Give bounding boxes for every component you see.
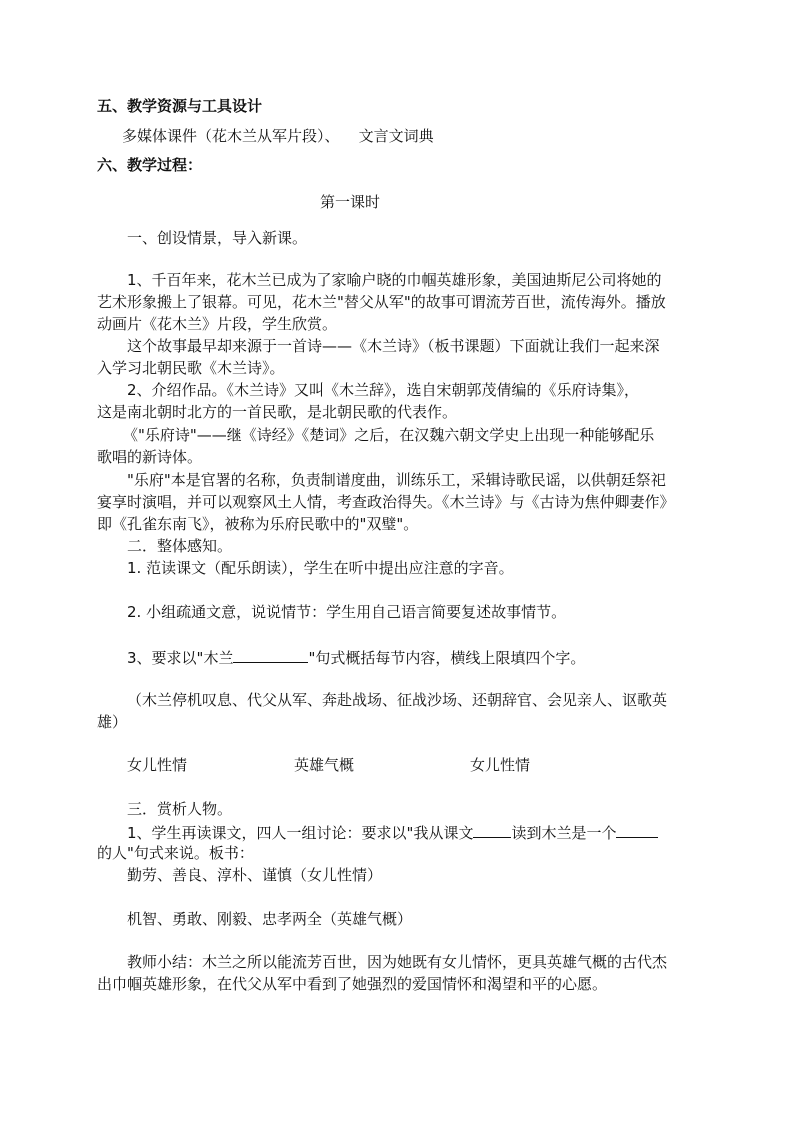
- paragraph-line: 动画片《花木兰》片段，学生欣赏。: [97, 315, 338, 333]
- section-5-content: 多媒体课件（花木兰从军片段）、 文言文词典: [122, 127, 434, 145]
- section-5-heading: 五、教学资源与工具设计: [97, 97, 263, 115]
- part-3-item-1: [127, 821, 658, 843]
- conclusion-line: 教师小结：木兰之所以能流芳百世，因为她既有女儿情怀，更具英雄气概的古代杰: [127, 953, 668, 971]
- traits-feminine: 勤劳、善良、淳朴、谨慎（女儿性情）: [127, 866, 383, 884]
- item-1-text-b: 读到木兰是一个: [511, 824, 617, 842]
- summary-line: （木兰停机叹息、代父从军、奔赴战场、征战沙场、还朝辞官、会见亲人、讴歌英: [127, 691, 668, 709]
- paragraph-line: 《"乐府诗"——继《诗经》《楚词》之后，在汉魏六朝文学史上出现一种能够配乐: [123, 426, 655, 444]
- part-1-heading: 一、创设情景，导入新课。: [127, 229, 308, 247]
- traits-heroic: 机智、勇敢、刚毅、忠孝两全（英雄气概）: [127, 910, 413, 928]
- trait-label: 英雄气概: [294, 756, 355, 774]
- conclusion-line: 出巾帼英雄形象，在代父从军中看到了她强烈的爱国情怀和渴望和平的心愿。: [97, 975, 608, 993]
- summary-line: 雄）: [97, 713, 128, 731]
- paragraph-line: 这是南北朝时北方的一首民歌，是北朝民歌的代表作。: [97, 403, 458, 421]
- section-6-heading: 六、教学过程：: [97, 156, 203, 174]
- item-3-text-after: "句式概括每节内容，横线上限填四个字。: [308, 649, 586, 667]
- paragraph-line: 2、介绍作品。《木兰诗》又叫《木兰辞》，选自宋朝郭茂倩编的《乐府诗集》，: [127, 381, 640, 399]
- paragraph-line: 歌唱的新诗体。: [97, 448, 203, 466]
- paragraph-line: 这个故事最早却来源于一首诗——《木兰诗》（板书课题）下面就让我们一起来深: [127, 337, 660, 355]
- paragraph-line: 入学习北朝民歌《木兰诗》。: [97, 359, 285, 377]
- fill-in-blank: [233, 646, 308, 663]
- part-2-item-2: 2. 小组疏通文意，说说情节：学生用自己语言简要复述故事情节。: [127, 603, 567, 621]
- part-3-heading: 三．赏析人物。: [127, 800, 233, 818]
- lesson-title: 第一课时: [320, 193, 381, 211]
- fill-in-blank: [616, 821, 658, 838]
- fill-in-blank: [473, 821, 511, 838]
- part-2-heading: 二．整体感知。: [127, 537, 233, 555]
- part-2-item-1: 1. 范读课文（配乐朗读），学生在听中提出应注意的字音。: [127, 559, 514, 577]
- paragraph-line: "乐府"本是官署的名称，负责制谱度曲，训练乐工，采辑诗歌民谣，以供朝廷祭祀: [127, 471, 666, 489]
- part-2-item-3: [127, 646, 585, 668]
- part-3-item-1-continued: 的人"句式来说。板书：: [97, 844, 254, 862]
- paragraph-line: 宴享时演唱，并可以观察风土人情，考查政治得失。《木兰诗》与《古诗为焦仲卿妻作》: [97, 493, 675, 511]
- paragraph-line: 艺术形象搬上了银幕。可见，花木兰"替父从军"的故事可谓流芳百世，流传海外。播放: [97, 293, 666, 311]
- trait-label: 女儿性情: [470, 756, 531, 774]
- paragraph-line: 1、千百年来，花木兰已成为了家喻户晓的巾帼英雄形象，美国迪斯尼公司将她的: [127, 271, 662, 289]
- paragraph-line: 即《孔雀东南飞》，被称为乐府民歌中的"双璧"。: [97, 515, 419, 533]
- trait-label: 女儿性情: [127, 756, 188, 774]
- item-1-text-a: 1、学生再读课文，四人一组讨论：要求以"我从课文: [127, 824, 474, 842]
- item-3-text-before: 3、要求以"木兰: [127, 649, 234, 667]
